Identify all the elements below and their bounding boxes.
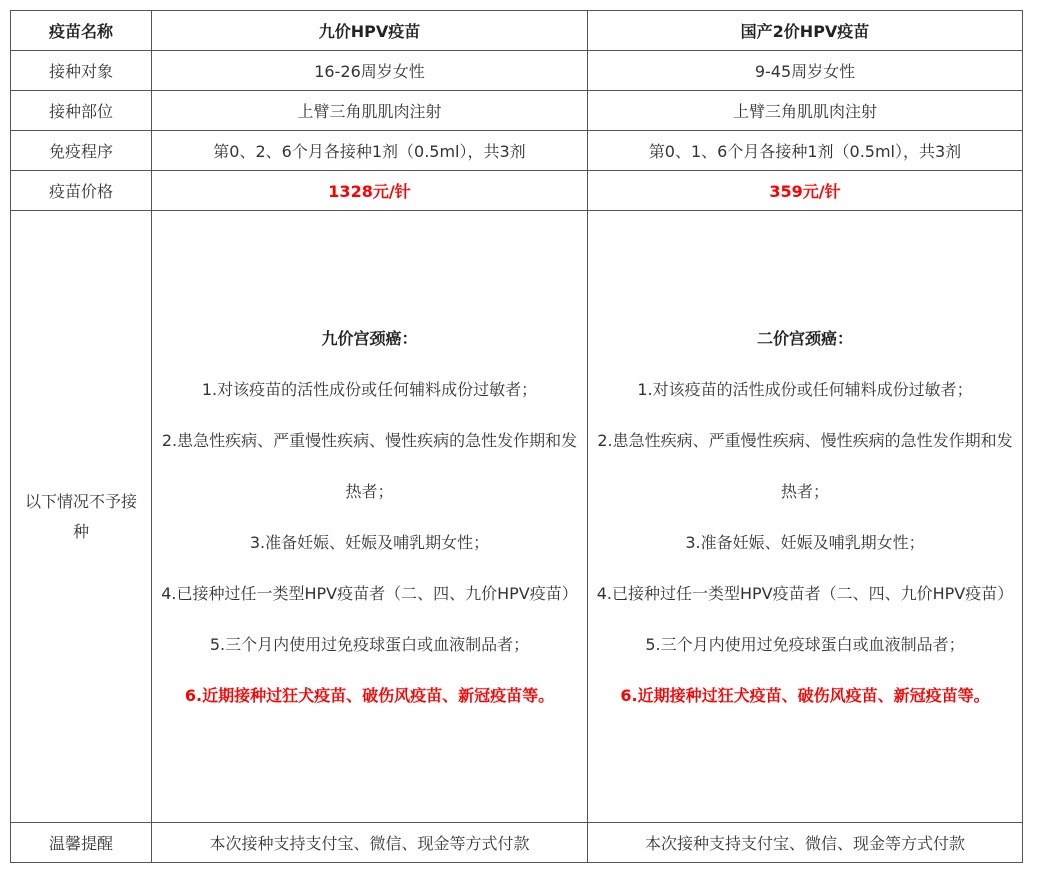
row-value-bivalent: 上臂三角肌肌肉注射: [588, 91, 1023, 131]
reminder-row: [11, 823, 1023, 863]
contraindication-title: 二价宫颈癌：: [756, 328, 853, 348]
vaccine-comparison-table: [10, 10, 1023, 863]
contraindication-item: 4.已接种过任一类型HPV疫苗者（二、四、九价HPV疫苗）: [596, 583, 1014, 603]
reminder-label: 温馨提醒: [11, 823, 152, 863]
contraindication-title: 九价宫颈癌：: [321, 328, 418, 348]
contraindication-item: 2.患急性疾病、严重慢性疾病、慢性疾病的急性发作期和发热者；: [597, 430, 1013, 501]
row-value-nine-valent: 上臂三角肌肌肉注射: [152, 91, 588, 131]
table-row: [11, 51, 1023, 91]
row-label: 接种对象: [11, 51, 152, 91]
table-row: [11, 171, 1023, 211]
header-row: [11, 11, 1023, 51]
header-bivalent: 国产2价HPV疫苗: [588, 11, 1023, 51]
contraindication-item: 1.对该疫苗的活性成份或任何辅料成份过敏者；: [637, 379, 973, 399]
contraindication-item: 3.准备妊娠、妊娠及哺乳期女性；: [249, 532, 490, 552]
header-nine-valent: 九价HPV疫苗: [152, 11, 588, 51]
row-label: 疫苗价格: [11, 171, 152, 211]
row-value-bivalent: 第0、1、6个月各接种1剂（0.5ml），共3剂: [588, 131, 1023, 171]
row-label: 免疫程序: [11, 131, 152, 171]
row-value-nine-valent: 第0、2、6个月各接种1剂（0.5ml），共3剂: [152, 131, 588, 171]
reminder-bivalent: 本次接种支持支付宝、微信、现金等方式付款: [588, 823, 1023, 863]
row-label: 接种部位: [11, 91, 152, 131]
contraindication-label: 以下情况不予接种: [11, 211, 152, 823]
table-row: [11, 91, 1023, 131]
contraindications-bivalent: [588, 211, 1023, 823]
contraindication-row: [11, 211, 1023, 823]
contraindication-item: 2.患急性疾病、严重慢性疾病、慢性疾病的急性发作期和发热者；: [161, 430, 578, 501]
contraindication-item: 5.三个月内使用过免疫球蛋白或血液制品者；: [645, 634, 965, 654]
contraindication-warning: 6.近期接种过狂犬疫苗、破伤风疫苗、新冠疫苗等。: [184, 685, 555, 705]
price-nine-valent: 1328元/针: [152, 171, 588, 211]
contraindication-item: 4.已接种过任一类型HPV疫苗者（二、四、九价HPV疫苗）: [161, 583, 578, 603]
row-value-bivalent: 9-45周岁女性: [588, 51, 1023, 91]
contraindication-item: 3.准备妊娠、妊娠及哺乳期女性；: [685, 532, 925, 552]
contraindication-item: 5.三个月内使用过免疫球蛋白或血液制品者；: [209, 634, 530, 654]
contraindication-item: 1.对该疫苗的活性成份或任何辅料成份过敏者；: [201, 379, 538, 399]
price-bivalent: 359元/针: [588, 171, 1023, 211]
reminder-nine-valent: 本次接种支持支付宝、微信、现金等方式付款: [152, 823, 588, 863]
contraindication-warning: 6.近期接种过狂犬疫苗、破伤风疫苗、新冠疫苗等。: [620, 685, 990, 705]
row-value-nine-valent: 16-26周岁女性: [152, 51, 588, 91]
contraindications-nine-valent: [152, 211, 588, 823]
table-row: [11, 131, 1023, 171]
header-vaccine-name: 疫苗名称: [11, 11, 152, 51]
